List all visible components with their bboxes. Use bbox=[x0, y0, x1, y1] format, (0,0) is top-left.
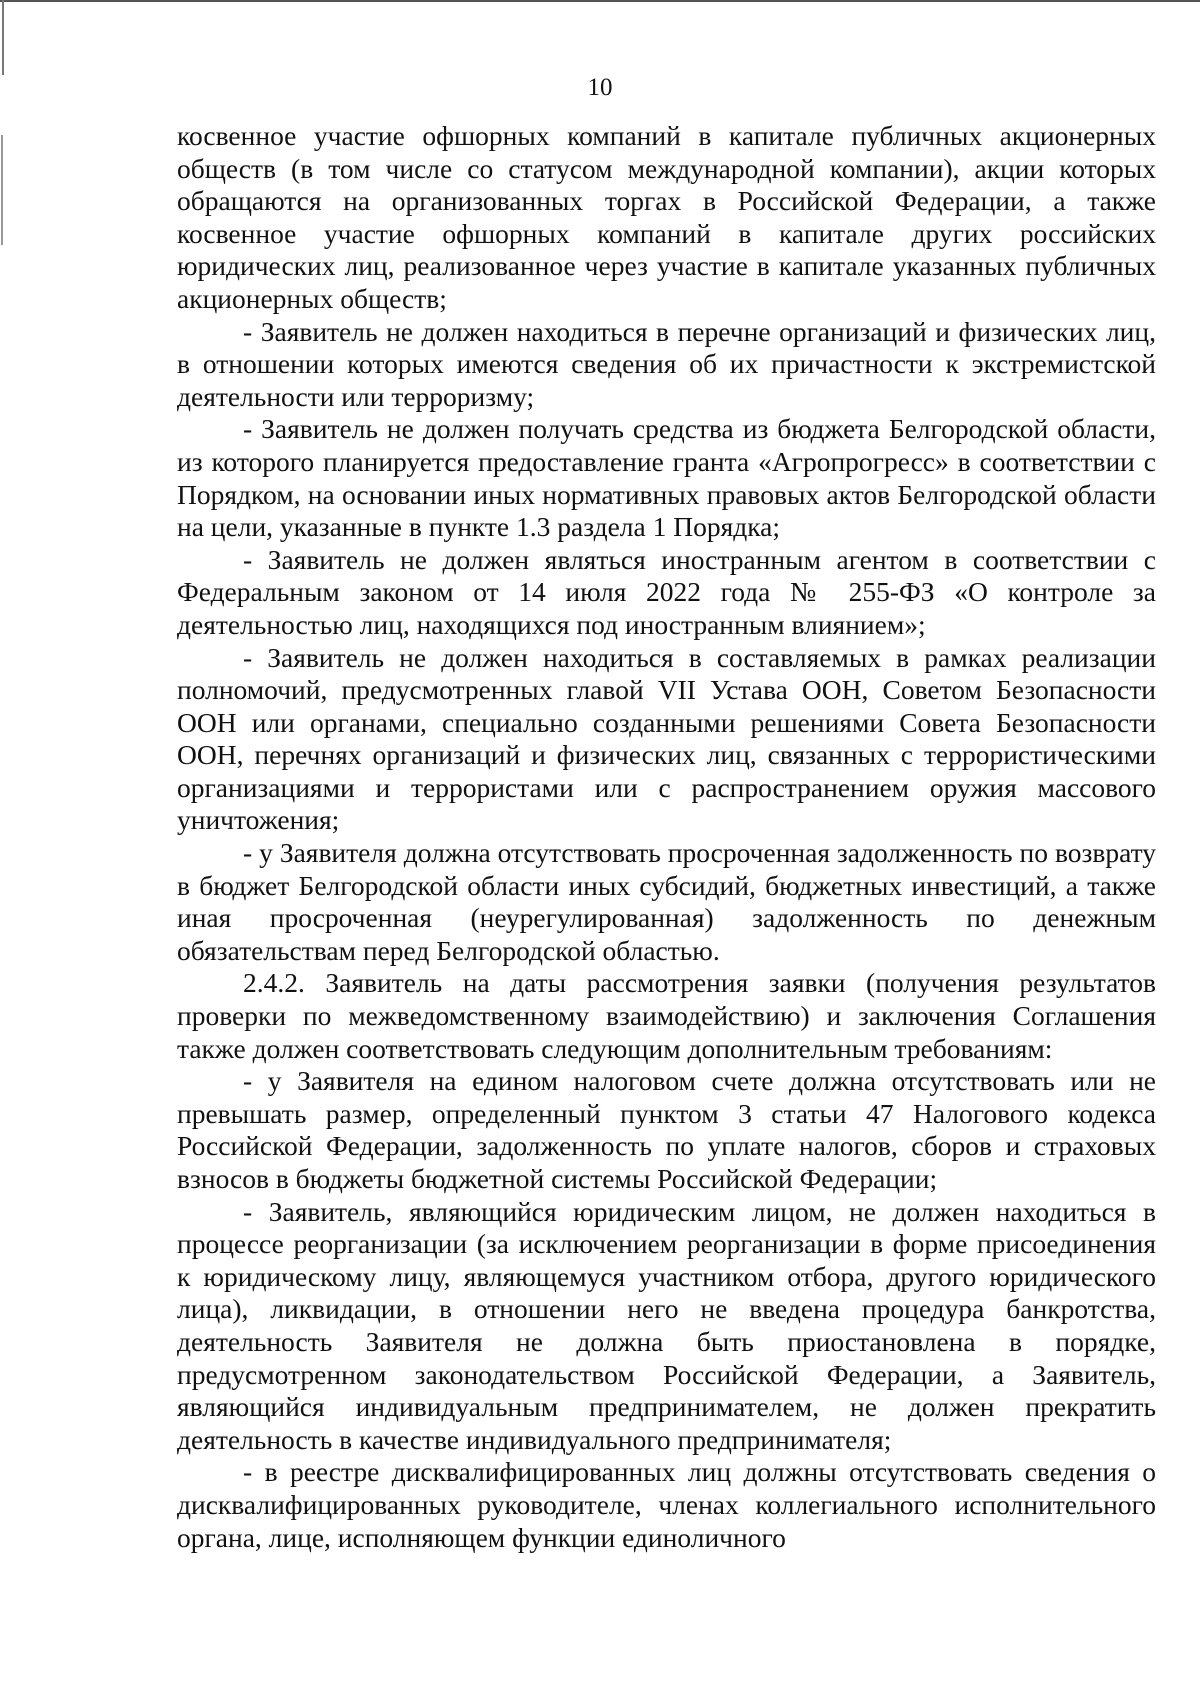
scan-edge-line bbox=[0, 0, 1200, 2]
paragraph-section-2-4-2: 2.4.2. Заявитель на даты рассмотрения заявки (получения результатов проверки по межведомственному взаимодействию) и заключения Соглашения также должен соответствовать следующим дополнительным требованиям: bbox=[177, 967, 1156, 1064]
paragraph-disqualified-registry: - в реестре дисквалифицированных лиц должны отсутствовать сведения о дисквалифицированных руководителе, членах коллегиального исполнительного органа, лице, исполняющем функции единоличного bbox=[177, 1456, 1156, 1553]
paragraph-budget-funds: - Заявитель не должен получать средства из бюджета Белгородской области, из которого планируется предоставление гранта «Агропрогресс» в соответствии с Порядком, на основании иных нормативных правовых актов Белгородской области на цели, указанные в пункте 1.3 раздела 1 Порядка; bbox=[177, 413, 1156, 543]
page-number: 10 bbox=[587, 74, 613, 101]
paragraph-reorganization: - Заявитель, являющийся юридическим лицом, не должен находиться в процессе реорганизации (за исключением реорганизации в форме присоединения к юридическому лицу, являющемуся участником отбора, другого юридического лица), ликвидации, в отношении него не введена процедура банкротства, деятельность Заявителя не должна быть приостановлена в порядке, предусмотренном законодательством Российской Федерации, а Заявитель, являющийся индивидуальным предпринимателем, не должен прекратить деятельность в качестве индивидуального предпринимателя; bbox=[177, 1195, 1156, 1455]
scan-edge-mark bbox=[2, 0, 4, 75]
paragraph-extremism-list: - Заявитель не должен находиться в перечне организаций и физических лиц, в отношении которых имеются сведения об их причастности к экстремистской деятельности или терроризму; bbox=[177, 315, 1156, 412]
paragraph-un-lists: - Заявитель не должен находиться в составляемых в рамках реализации полномочий, предусмотренных главой VII Устава ООН, Советом Безопасности ООН или органами, специально созданными решениями Совета Безопасности ООН, перечнях организаций и физических лиц, связанных с террористическими организациями и террористами или с распространением оружия массового уничтожения; bbox=[177, 641, 1156, 836]
scan-edge-mark bbox=[1, 135, 3, 245]
paragraph-overdue-debt: - у Заявителя должна отсутствовать просроченная задолженность по возврату в бюджет Белгородской области иных субсидий, бюджетных инвестиций, а также иная просроченная (неурегулированная) задолженность по денежным обязательствам перед Белгородской областью. bbox=[177, 837, 1156, 966]
document-body bbox=[177, 120, 1156, 1554]
paragraph-offshore-participation: косвенное участие офшорных компаний в капитале публичных акционерных обществ (в том числе со статусом международной компании), акции которых обращаются на организованных торгах в Российской Федерации, а также косвенное участие офшорных компаний в капитале других российских юридических лиц, реализованное через участие в капитале указанных публичных акционерных обществ; bbox=[177, 120, 1156, 314]
paragraph-foreign-agent: - Заявитель не должен являться иностранным агентом в соответствии с Федеральным законом от 14 июля 2022 года № 255-ФЗ «О контроле за деятельностью лиц, находящихся под иностранным влиянием»; bbox=[177, 543, 1156, 640]
paragraph-tax-account: - у Заявителя на едином налоговом счете должна отсутствовать или не превышать размер, определенный пунктом 3 статьи 47 Налогового кодекса Российской Федерации, задолженность по уплате налогов, сборов и страховых взносов в бюджеты бюджетной системы Российской Федерации; bbox=[177, 1065, 1156, 1194]
